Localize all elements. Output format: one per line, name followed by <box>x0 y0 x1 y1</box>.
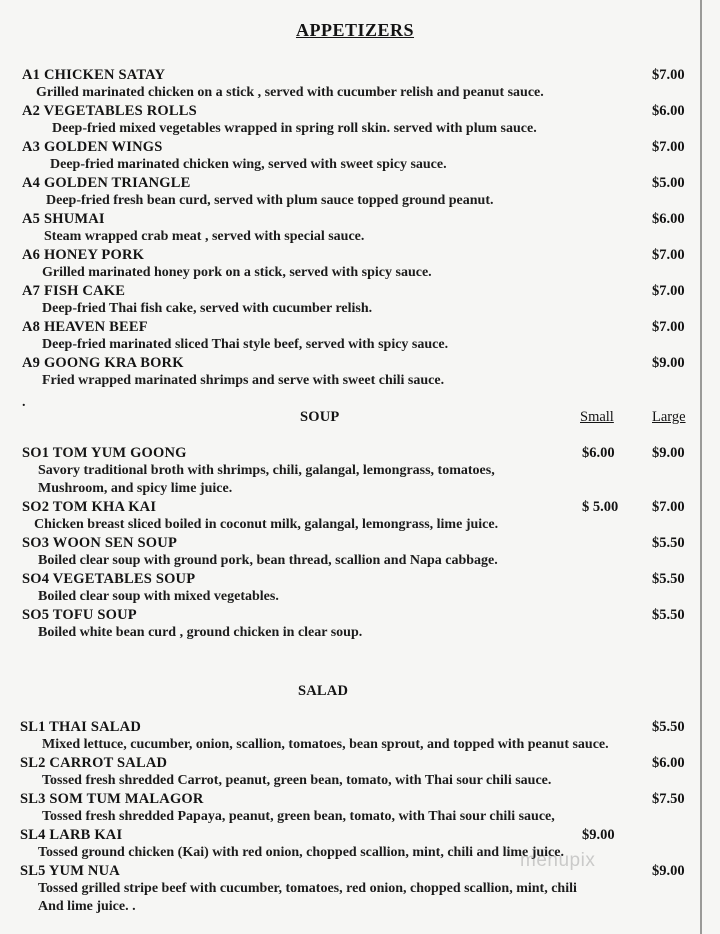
menu-item-title: SL5 YUM NUA <box>20 863 120 879</box>
menu-item-description: Grilled marinated chicken on a stick , served with cucumber relish and peanut sauce. <box>36 85 544 100</box>
small-price: $ 5.00 <box>582 499 619 515</box>
menu-item-title: A3 GOLDEN WINGS <box>22 139 163 155</box>
menu-item-price: $5.50 <box>652 719 685 735</box>
menu-item-price: $9.00 <box>652 355 685 371</box>
stray-dot: . <box>22 395 26 410</box>
menu-item-title: A4 GOLDEN TRIANGLE <box>22 175 191 191</box>
soup-heading: SOUP <box>300 409 340 425</box>
menu-item-description: And lime juice. . <box>38 899 136 914</box>
page-edge-line <box>700 0 702 934</box>
menu-item-description: Mixed lettuce, cucumber, onion, scallion, tomatoes, bean sprout, and topped with peanut sauce. <box>42 737 609 752</box>
watermark: menupix <box>520 850 596 871</box>
menu-item-description: Deep-fried marinated chicken wing, served with sweet spicy sauce. <box>50 157 447 172</box>
large-price: $5.50 <box>652 535 685 551</box>
menu-item-title: A7 FISH CAKE <box>22 283 126 299</box>
menu-item-title: SO2 TOM KHA KAI <box>22 499 157 515</box>
menu-item-description: Tossed fresh shredded Carrot, peanut, green bean, tomato, with Thai sour chili sauce. <box>42 773 552 788</box>
large-price: $5.50 <box>652 607 685 623</box>
menu-item-price: $5.00 <box>652 175 685 191</box>
menu-item-title: SL1 THAI SALAD <box>20 719 141 735</box>
menu-item-description: Deep-fried mixed vegetables wrapped in spring roll skin. served with plum sauce. <box>52 121 537 136</box>
menu-item-title: SL2 CARROT SALAD <box>20 755 168 771</box>
menu-item-description: Deep-fried Thai fish cake, served with cucumber relish. <box>42 301 373 316</box>
menu-item-title: A2 VEGETABLES ROLLS <box>22 103 197 119</box>
small-price: $6.00 <box>582 445 615 461</box>
menu-item-title: SO4 VEGETABLES SOUP <box>22 571 196 587</box>
menu-item-title: A9 GOONG KRA BORK <box>22 355 184 371</box>
menu-item-price: $7.00 <box>652 247 685 263</box>
menu-item-title: A5 SHUMAI <box>22 211 105 227</box>
menu-item-description: Savory traditional broth with shrimps, chili, galangal, lemongrass, tomatoes, <box>38 463 495 478</box>
salad-heading: SALAD <box>298 683 349 699</box>
menu-item-description: Boiled white bean curd , ground chicken in clear soup. <box>38 625 363 640</box>
menu-item-description: Grilled marinated honey pork on a stick, served with spicy sauce. <box>42 265 432 280</box>
large-price: $9.00 <box>652 445 685 461</box>
menu-item-description: Fried wrapped marinated shrimps and serve with sweet chili sauce. <box>42 373 445 388</box>
menu-item-description: Tossed fresh shredded Papaya, peanut, green bean, tomato, with Thai sour chili sauce, <box>42 809 555 824</box>
menu-item-title: SL3 SOM TUM MALAGOR <box>20 791 204 807</box>
menu-item-description: Steam wrapped crab meat , served with special sauce. <box>44 229 365 244</box>
menu-item-title: A8 HEAVEN BEEF <box>22 319 148 335</box>
menu-item-title: A6 HONEY PORK <box>22 247 145 263</box>
menu-item-price: $7.00 <box>652 139 685 155</box>
menu-item-price: $7.00 <box>652 319 685 335</box>
menu-item-price: $9.00 <box>652 863 685 879</box>
menu-item-description: Deep-fried fresh bean curd, served with plum sauce topped ground peanut. <box>46 193 494 208</box>
menu-item-title: SO5 TOFU SOUP <box>22 607 137 623</box>
menu-item-price: $6.00 <box>652 103 685 119</box>
menu-item-description: Mushroom, and spicy lime juice. <box>38 481 233 496</box>
menu-item-price: $7.00 <box>652 67 685 83</box>
large-price: $5.50 <box>652 571 685 587</box>
large-price: $7.00 <box>652 499 685 515</box>
menu-item-description: Tossed ground chicken (Kai) with red onion, chopped scallion, mint, chili and lime juice. <box>38 845 564 860</box>
menu-item-title: SO3 WOON SEN SOUP <box>22 535 178 551</box>
large-column-header: Large <box>652 409 686 425</box>
menu-item-price: $6.00 <box>652 755 685 771</box>
small-column-header: Small <box>580 409 614 425</box>
menu-item-description: Tossed grilled stripe beef with cucumber, tomatoes, red onion, chopped scallion, mint, chili <box>38 881 577 896</box>
menu-item-description: Boiled clear soup with ground pork, bean thread, scallion and Napa cabbage. <box>38 553 498 568</box>
menu-item-description: Deep-fried marinated sliced Thai style beef, served with spicy sauce. <box>42 337 449 352</box>
menu-item-title: A1 CHICKEN SATAY <box>22 67 166 83</box>
menu-item-price: $9.00 <box>582 827 615 843</box>
menu-item-price: $7.50 <box>652 791 685 807</box>
menu-item-description: Boiled clear soup with mixed vegetables. <box>38 589 279 604</box>
menu-item-title: SL4 LARB KAI <box>20 827 123 843</box>
menu-item-price: $6.00 <box>652 211 685 227</box>
menu-item-price: $7.00 <box>652 283 685 299</box>
menu-item-description: Chicken breast sliced boiled in coconut milk, galangal, lemongrass, lime juice. <box>34 517 499 532</box>
menu-item-title: SO1 TOM YUM GOONG <box>22 445 187 461</box>
appetizers-heading: APPETIZERS <box>295 20 415 40</box>
